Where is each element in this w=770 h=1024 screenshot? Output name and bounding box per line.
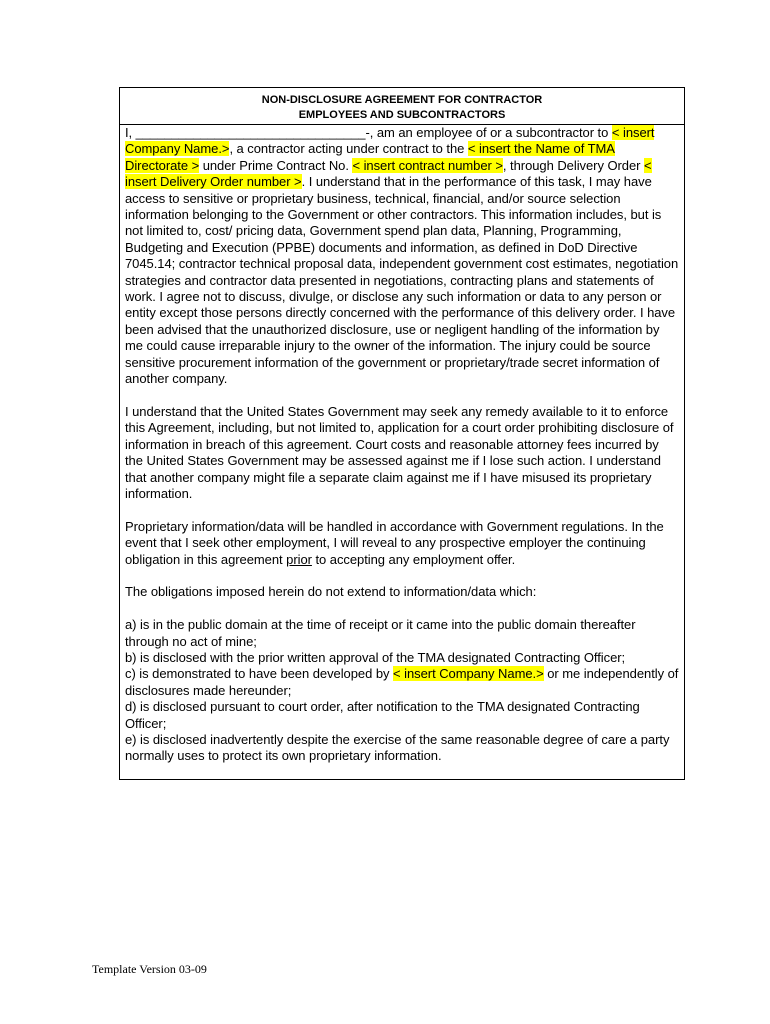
item-c-text-2: or me independently of disclosures made hereunder; [125, 666, 679, 698]
para1-text-2: , a contractor acting under contract to the [229, 141, 468, 157]
exclusions-list [125, 617, 680, 765]
delivery-order-placeholder: < insert Delivery Order number > [125, 157, 652, 190]
agreement-title [120, 88, 684, 125]
exclusion-item-c [125, 666, 680, 699]
para1-text-1: I, ________________________________-, am an employee of or a subcontractor to [125, 125, 612, 140]
contract-number-placeholder: < insert contract number > [352, 157, 503, 173]
template-version-footer: Template Version 03-09 [92, 962, 207, 976]
paragraph-proprietary-handling [125, 519, 680, 568]
item-c-text-1: c) is demonstrated to have been developed by [125, 666, 394, 682]
paragraph-exclusions-intro: The obligations imposed herein do not extend to information/data which: [125, 584, 537, 600]
prior-underlined: prior [286, 551, 312, 567]
para1-text-4: , through Delivery Order [502, 157, 645, 173]
exclusion-item-b: b) is disclosed with the prior written approval of the TMA designated Contracting Officer; [125, 649, 626, 665]
para1-text-3: under Prime Contract No. [199, 157, 353, 173]
exclusion-item-e: e) is disclosed inadvertently despite the exercise of the same reasonable degree of care a party normally uses to protect its own proprietary information. [125, 731, 670, 764]
directorate-placeholder: < insert the Name of TMA Directorate > [125, 141, 615, 173]
para3-text-2: to accepting any employment offer. [311, 551, 516, 567]
exclusion-item-a: a) is in the public domain at the time of receipt or it came into the public domain thereafter through no act of mine; [125, 617, 636, 649]
exclusion-item-d: d) is disclosed pursuant to court order, after notification to the TMA designated Contracting Officer; [125, 699, 640, 731]
paragraph-obligations [125, 125, 680, 388]
para3-text-1: Proprietary information/data will be handled in accordance with Government regulations. In the event that I seek other employment, I will reveal to any prospective employer the continuing obligation in this agreement [125, 518, 664, 567]
agreement-box [119, 87, 685, 780]
paragraph-remedies: I understand that the United States Government may seek any remedy available to it to enforce this Agreement, including, but not limited to, application for a court order prohibiting disclosure of information in breach of this agreement. Court costs and reasonable attorney fees incurred by the United States Government may be assessed against me if I lose such action. I understand that another company might file a separate claim against me if I have misused its proprietary information. [125, 403, 674, 501]
title-line-1: NON-DISCLOSURE AGREEMENT FOR CONTRACTOR [261, 94, 543, 106]
company-name-placeholder-2: < insert Company Name.> [393, 666, 544, 682]
company-name-placeholder: < insert Company Name.> [125, 125, 655, 157]
para1-text-5: . I understand that in the performance of this task, I may have access to sensitive or proprietary business, technical, financial, and/or source selection information belonging to the Government or other contractors. This information includes, but is not limited to, cost/ pricing data, Government spend plan data, Planning, Programming, Budgeting and Execution (PPBE) documents and information, as defined in DoD Directive 7045.14; contractor technical proposal data, independent government cost estimates, negotiation strategies and contractor data presented in negotiations, contracting plans and statements of work. I agree not to discuss, divulge, or disclose any such information or data to any person or entity except those persons directly concerned with the performance of this delivery order. I have been advised that the unauthorized disclosure, use or negligent handling of the information by me could cause irreparable injury to the owner of the information. The injury could be source sensitive procurement information of the government or proprietary/trade secret information of another company. [125, 174, 679, 387]
agreement-body [120, 125, 684, 765]
title-line-2: EMPLOYEES AND SUBCONTRACTORS [298, 109, 506, 121]
